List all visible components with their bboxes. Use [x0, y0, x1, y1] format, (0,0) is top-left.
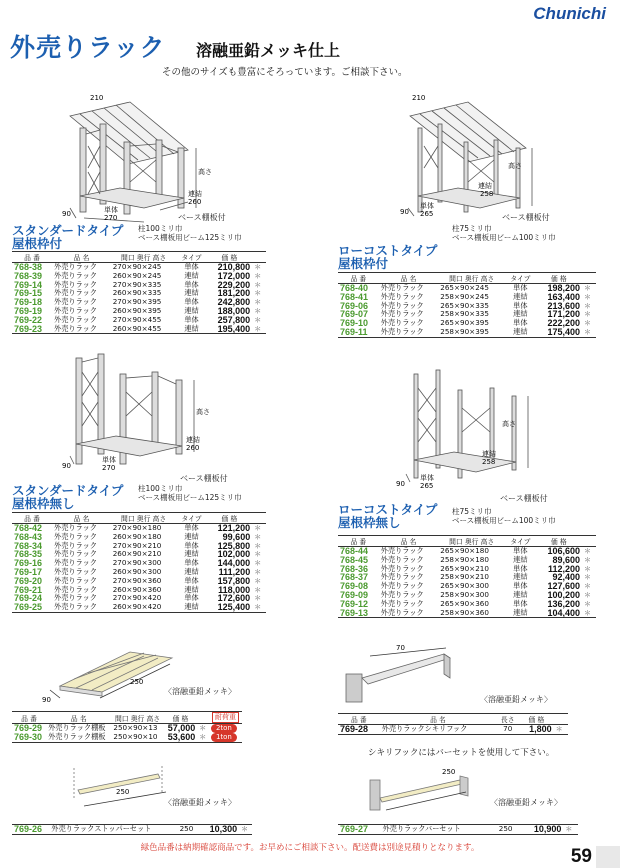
- table-row: 768-40 外売りラック 265×90×245 単体 198,200 ＊: [340, 283, 591, 293]
- table-row: 768-37 外売りラック 258×90×210 連結 92,400 ＊: [340, 572, 591, 583]
- table-std-noroof: 品 番 品 名 間口 奥行 高さ タイプ 価 格 768-42 外売りラック 270×90×180 単体 121,200 ＊ 768-43 外売りラック 260×90×180 連結 99,600 ＊ 768-34 外売りラック 270×90×210 単体 125,800 ＊ 768-35 外売りラック 260×90×210 連結 102,000 ＊ 769-16 外売りラック 270×90×300 単体 144,000 ＊ 769-17 外売りラック 260×90×300 連結 111,200 ＊ 769-20 外売りラック 270×90×360 単体 157,800 ＊ 769-21 外売りラック 260×90×360 連結 118,000 ＊ 769-24 外売りラック 270×90×420 単体 172,600 ＊ 769-25 外売りラック 260×90×420 連結 125,400 ＊: [12, 512, 266, 613]
- table-row: 769-19 外売りラック 260×90×395 連結 188,000 ＊: [14, 305, 262, 316]
- table-row: 768-42 外売りラック 270×90×180 単体 121,200 ＊: [14, 523, 262, 533]
- page-number: 59: [570, 846, 592, 867]
- hook-diagram: [340, 644, 470, 708]
- caption-barset: 〈溶融亜鉛メッキ〉: [490, 798, 562, 807]
- table-row: 769-24 外売りラック 270×90×420 単体 172,600 ＊: [14, 593, 262, 604]
- dim-height: 高さ: [196, 408, 210, 416]
- dim-depth: 258: [482, 458, 496, 466]
- dim-top: 210: [90, 94, 104, 102]
- dim-width: 250: [116, 788, 130, 796]
- section-low-noroof-title: ローコストタイプ 屋根枠無し: [338, 502, 438, 530]
- table-row: 768-38 外売りラック 270×90×245 単体 210,800 ＊: [14, 262, 262, 272]
- table-row: 769-16 外売りラック 270×90×300 単体 144,000 ＊: [14, 558, 262, 569]
- table-row: 769-09 外売りラック 258×90×300 連結 100,200 ＊: [340, 589, 591, 600]
- brand-logo: Chunichi: [533, 4, 606, 23]
- table-stopper: [12, 824, 252, 835]
- page-title: 外売りラック: [10, 33, 166, 62]
- table-row: 768-45 外売りラック 258×90×180 連結 89,600 ＊: [340, 554, 591, 565]
- table-row: 768-43 外売りラック 260×90×180 連結 99,600 ＊: [14, 531, 262, 542]
- table-row: 769-10 外売りラック 265×90×395 単体 222,200 ＊: [340, 318, 591, 329]
- table-row: 769-17 外売りラック 260×90×300 連結 111,200 ＊: [14, 566, 262, 577]
- table-row: 769-23 外売りラック 260×90×455 連結 195,400 ＊: [12, 325, 266, 334]
- dim-top: 210: [412, 94, 426, 102]
- dim-width: 270: [104, 214, 118, 222]
- table-row: 768-41 外売りラック 258×90×245 連結 163,400 ＊: [340, 291, 591, 302]
- shelf-board-diagram: [40, 640, 180, 704]
- table-std-roof: 品 番 品 名 間口 奥行 高さ タイプ 価 格 768-38 外売りラック 270×90×245 単体 210,800 ＊ 768-39 外売りラック 260×90×245 連結 172,000 ＊ 769-14 外売りラック 270×90×335 単体 229,200 ＊ 769-15 外売りラック 260×90×335 連結 181,200 ＊ 769-18 外売りラック 270×90×395 単体 242,800 ＊ 769-19 外売りラック 260×90×395 連結 188,000 ＊ 769-22 外売りラック 270×90×455 単体 257,800 ＊ 769-23 外売りラック 260×90×455 連結 195,400 ＊: [12, 251, 266, 334]
- table-row: 769-15 外売りラック 260×90×335 連結 181,200 ＊: [14, 288, 262, 299]
- table-row: 769-25 外売りラック 260×90×420 連結 125,400 ＊: [12, 603, 266, 612]
- table-row: 769-07 外売りラック 258×90×335 連結 171,200 ＊: [340, 309, 591, 320]
- dim-width: 250: [442, 768, 456, 776]
- section-low-roof-spec: 柱75ミリ巾 ベース棚板用ビーム100ミリ巾: [452, 224, 556, 242]
- table-hook: 品 番 品 名 長さ 価 格 769-28 外売りラックシキリフック 70 1,800 ＊: [338, 713, 568, 735]
- rack-noroof-diagram-lowcost: [396, 368, 576, 492]
- caption-std-noroof: ベース棚板付: [180, 474, 228, 483]
- table-row: 769-12 外売りラック 265×90×360 単体 136,200 ＊: [340, 598, 591, 609]
- dim-body: 単体: [104, 206, 118, 214]
- barset-diagram: [364, 762, 484, 820]
- table-row: 769-20 外売りラック 270×90×360 単体 157,800 ＊: [14, 575, 262, 586]
- table-shelf-board: 品 番 品 名 間口 奥行 高さ 価 格 耐荷重 769-29 外売りラック棚板 250×90×13 57,000 ＊ 2ton 769-30 外売りラック棚板 250×90×10 53,600 ＊ 1ton: [12, 711, 242, 743]
- dim-height: 高さ: [508, 162, 522, 170]
- dim-height: 高さ: [502, 420, 516, 428]
- caption-shelf-board: 〈溶融亜鉛メッキ〉: [164, 687, 236, 696]
- table-row: 769-21 外売りラック 260×90×360 連結 118,000 ＊: [14, 584, 262, 595]
- table-row: 769-08 外売りラック 265×90×300 単体 127,600 ＊: [340, 581, 591, 592]
- stopper-diagram: [64, 760, 184, 818]
- dim-width: 270: [102, 464, 116, 472]
- section-std-noroof-title: スタンダードタイプ 屋根枠無し: [12, 483, 124, 511]
- dim-body: 単体: [102, 456, 116, 464]
- rack-roof-diagram-lowcost: [398, 94, 578, 228]
- table-row: 769-06 外売りラック 265×90×335 単体 213,600 ＊: [340, 300, 591, 311]
- dim-body: 単体: [420, 474, 434, 482]
- dim-body: 単体: [420, 202, 434, 210]
- page-tab: [596, 846, 620, 868]
- table-row: 769-30 外売りラック棚板 250×90×10 53,600 ＊ 1ton: [12, 733, 242, 743]
- load-badge: 2ton: [211, 724, 237, 733]
- dim-depth: 90: [42, 696, 51, 704]
- dim-front: 連結: [482, 450, 496, 458]
- dim-left: 90: [62, 210, 71, 218]
- table-row: 769-26 外売りラックストッパーセット 250 10,300 ＊: [12, 825, 252, 835]
- dim-width: 265: [420, 210, 434, 218]
- section-std-roof-spec: 柱100ミリ巾 ベース棚板用ビーム125ミリ巾: [138, 224, 242, 242]
- footer-note: 緑色品番は納期確認商品です。お早めにご相談下さい。配送費は別途見積りとなります。: [140, 843, 480, 853]
- table-row: 768-39 外売りラック 260×90×245 連結 172,000 ＊: [14, 270, 262, 281]
- dim-depth: 258: [480, 190, 494, 198]
- caption-std-roof: ベース棚板付: [178, 213, 226, 222]
- dim-front: 連結: [186, 436, 200, 444]
- intro-note: その他のサイズも豊富にそろっています。ご相談下さい。: [162, 67, 408, 78]
- table-row: 769-14 外売りラック 270×90×335 単体 229,200 ＊: [14, 279, 262, 290]
- caption-low-noroof: ベース棚板付: [500, 494, 548, 503]
- table-row: 769-11 外売りラック 258×90×395 連結 175,400 ＊: [338, 328, 596, 337]
- dim-front: 連結: [188, 190, 202, 198]
- table-barset: [338, 824, 578, 835]
- table-row: 768-34 外売りラック 270×90×210 単体 125,800 ＊: [14, 540, 262, 551]
- caption-hook: 〈溶融亜鉛メッキ〉: [480, 695, 552, 704]
- section-low-roof-title: ローコストタイプ 屋根枠付: [338, 243, 438, 271]
- dim-width: 250: [130, 678, 144, 686]
- hook-note: シキリフックにはバーセットを使用して下さい。: [368, 748, 555, 758]
- table-row: 769-22 外売りラック 270×90×455 単体 257,800 ＊: [14, 314, 262, 325]
- table-row: 769-18 外売りラック 270×90×395 単体 242,800 ＊: [14, 297, 262, 308]
- load-badge: 1ton: [211, 733, 237, 742]
- table-low-noroof: 品 番 品 名 間口 奥行 高さ タイプ 価 格 768-44 外売りラック 265×90×180 単体 106,600 ＊ 768-45 外売りラック 258×90×180 連結 89,600 ＊ 768-36 外売りラック 265×90×210 単体 112,200 ＊ 768-37 外売りラック 258×90×210 連結 92,400 ＊ 769-08 外売りラック 265×90×300 単体 127,600 ＊ 769-09 外売りラック 258×90×300 連結 100,200 ＊ 769-12 外売りラック 265×90×360 単体 136,200 ＊ 769-13 外売りラック 258×90×360 連結 104,400 ＊: [338, 535, 596, 618]
- dim-height: 高さ: [198, 168, 212, 176]
- section-low-noroof-spec: 柱75ミリ巾 ベース棚板用ビーム100ミリ巾: [452, 507, 556, 525]
- dim-front: 連結: [478, 182, 492, 190]
- table-row: 769-27 外売りラックバーセット 250 10,900 ＊: [338, 825, 578, 835]
- table-row: 769-29 外売りラック棚板 250×90×13 57,000 ＊ 2ton: [12, 724, 242, 734]
- table-row: 769-13 外売りラック 258×90×360 連結 104,400 ＊: [338, 609, 596, 618]
- section-std-roof-title: スタンダードタイプ 屋根枠付: [12, 223, 124, 251]
- caption-stopper: 〈溶融亜鉛メッキ〉: [164, 798, 236, 807]
- table-low-roof: 品 番 品 名 間口 奥行 高さ タイプ 価 格 768-40 外売りラック 265×90×245 単体 198,200 ＊ 768-41 外売りラック 258×90×245 連結 163,400 ＊ 769-06 外売りラック 265×90×335 単体 213,600 ＊ 769-07 外売りラック 258×90×335 連結 171,200 ＊ 769-10 外売りラック 265×90×395 単体 222,200 ＊ 769-11 外売りラック 258×90×395 連結 175,400 ＊: [338, 272, 596, 338]
- dim-depth: 260: [188, 198, 202, 206]
- rack-roof-diagram-standard: [60, 94, 240, 228]
- rack-noroof-diagram-standard: [60, 352, 240, 472]
- dim-depth: 260: [186, 444, 200, 452]
- dim-left: 90: [396, 480, 405, 488]
- table-row: 769-28 外売りラックシキリフック 70 1,800 ＊: [338, 725, 568, 735]
- table-row: 768-36 外売りラック 265×90×210 単体 112,200 ＊: [340, 563, 591, 574]
- caption-low-roof: ベース棚板付: [502, 213, 550, 222]
- page-subtitle: 溶融亜鉛メッキ仕上: [196, 41, 341, 60]
- dim-width: 265: [420, 482, 434, 490]
- table-row: 768-35 外売りラック 260×90×210 連結 102,000 ＊: [14, 549, 262, 560]
- table-row: 768-44 外売りラック 265×90×180 単体 106,600 ＊: [340, 546, 591, 556]
- dim-left: 90: [62, 462, 71, 470]
- dim-length: 70: [396, 644, 405, 652]
- section-std-noroof-spec: 柱100ミリ巾 ベース棚板用ビーム125ミリ巾: [138, 484, 242, 502]
- dim-left: 90: [400, 208, 409, 216]
